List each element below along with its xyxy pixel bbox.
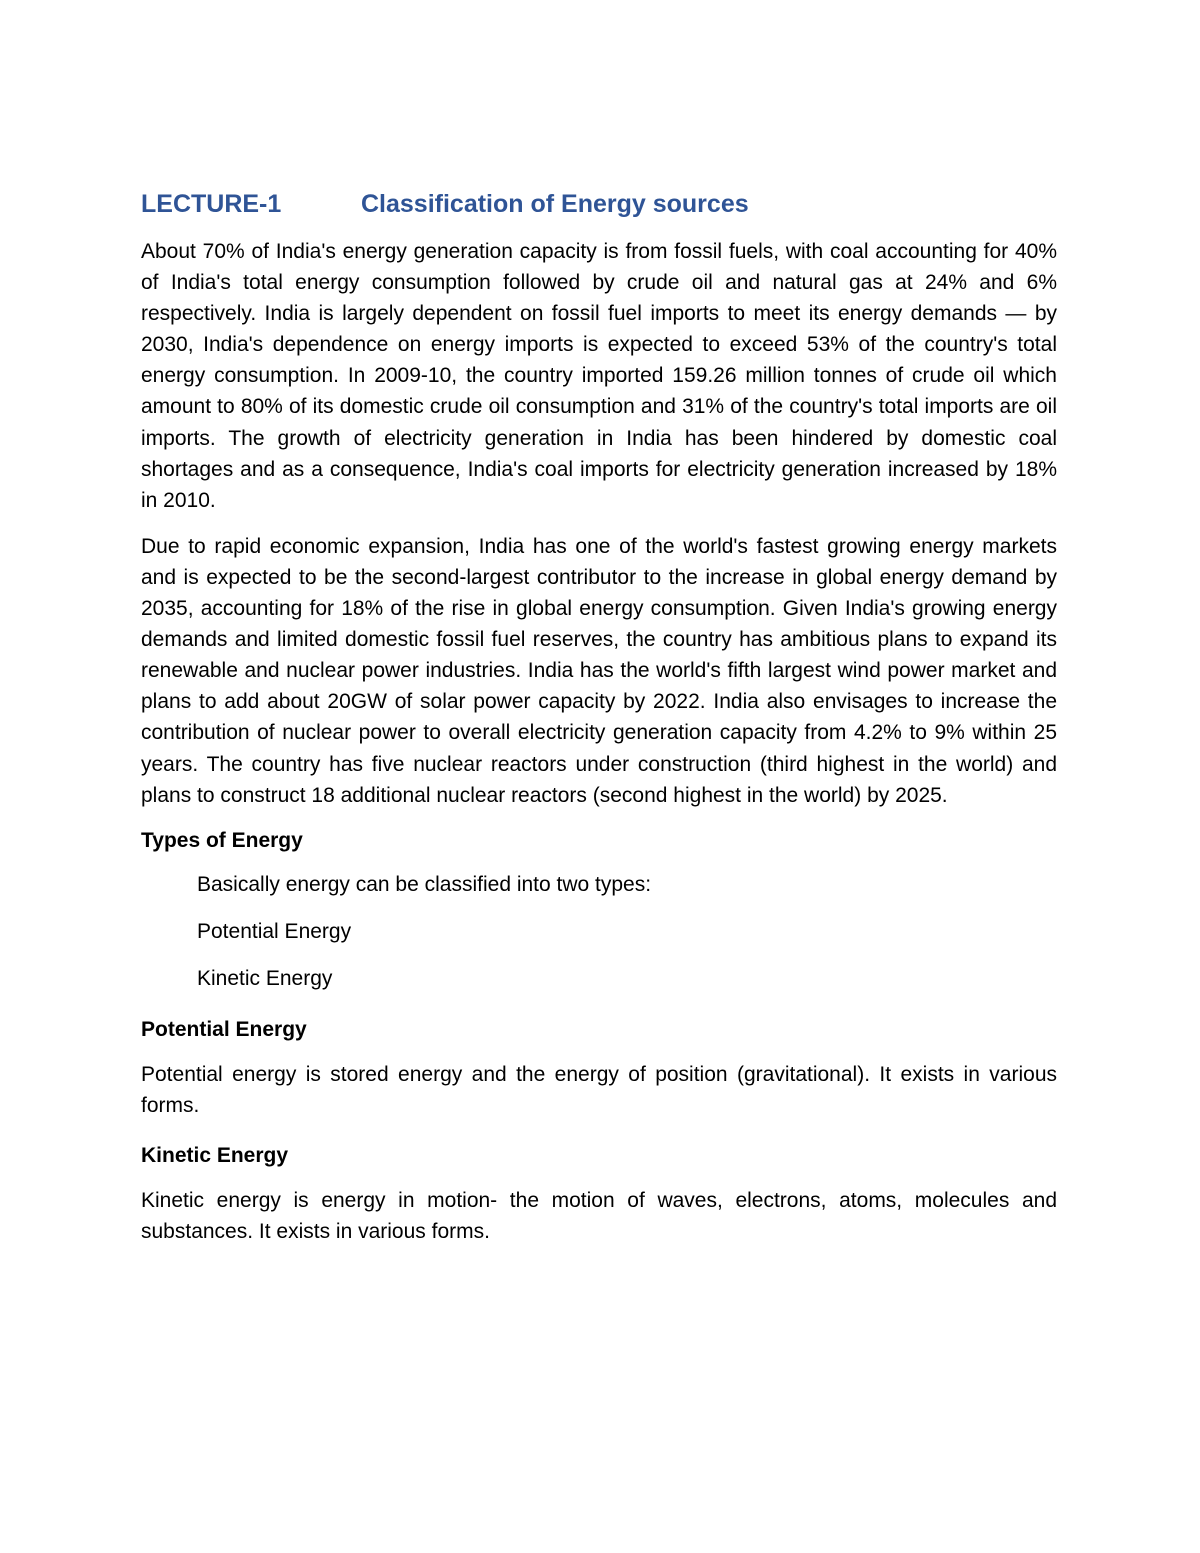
potential-text: Potential energy is stored energy and the energy of position (gravitational). It exists in various forms. [141, 1062, 1057, 1117]
paragraph-expansion: Due to rapid economic expansion, India has one of the world's fastest growing energy markets and is expected to be the second-largest contributor to the increase in global energy demand by 2035, accounting for 18% of the rise in global energy consumption. Given India's growing energy demands and limited domestic fossil fuel reserves, the country has ambitious plans to expand its renewable and nuclear power industries. India has the world's fifth largest wind power market and plans to add about 20GW of solar power capacity by 2022. India also envisages to increase the contribution of nuclear power to overall electricity generation capacity from 4.2% to 9% within 25 years. The country has five nuclear reactors under construction (third highest in the world) and plans to construct 18 additional nuclear reactors (second highest in the world) by 2025. [141, 534, 1057, 807]
types-heading: Types of Energy [141, 828, 303, 852]
types-intro: Basically energy can be classified into two types: [197, 872, 652, 896]
types-item-potential: Potential Energy [197, 919, 352, 943]
potential-heading: Potential Energy [141, 1017, 307, 1041]
paragraph-intro: About 70% of India's energy generation capacity is from fossil fuels, with coal accounting for 40% of India's total energy consumption followed by crude oil and natural gas at 24% and 6% respectively. India is largely dependent on fossil fuel imports to meet its energy demands — by 2030, India's dependence on energy imports is expected to exceed 53% of the country's total energy consumption. In 2009-10, the country imported 159.26 million tonnes of crude oil which amount to 80% of its domestic crude oil consumption and 31% of the country's total imports are oil imports. The growth of electricity generation in India has been hindered by domestic coal shortages and as a consequence, India's coal imports for electricity generation increased by 18% in 2010. [141, 240, 1057, 512]
kinetic-heading: Kinetic Energy [141, 1143, 289, 1167]
kinetic-text: Kinetic energy is energy in motion- the motion of waves, electrons, atoms, molecules and substances. It exists in various forms. [141, 1188, 1057, 1243]
types-item-kinetic: Kinetic Energy [197, 966, 333, 990]
document-page [141, 186, 1057, 1262]
lecture-label: LECTURE-1 [141, 190, 282, 218]
page-title [141, 186, 1057, 222]
title-text: Classification of Energy sources [361, 190, 749, 218]
